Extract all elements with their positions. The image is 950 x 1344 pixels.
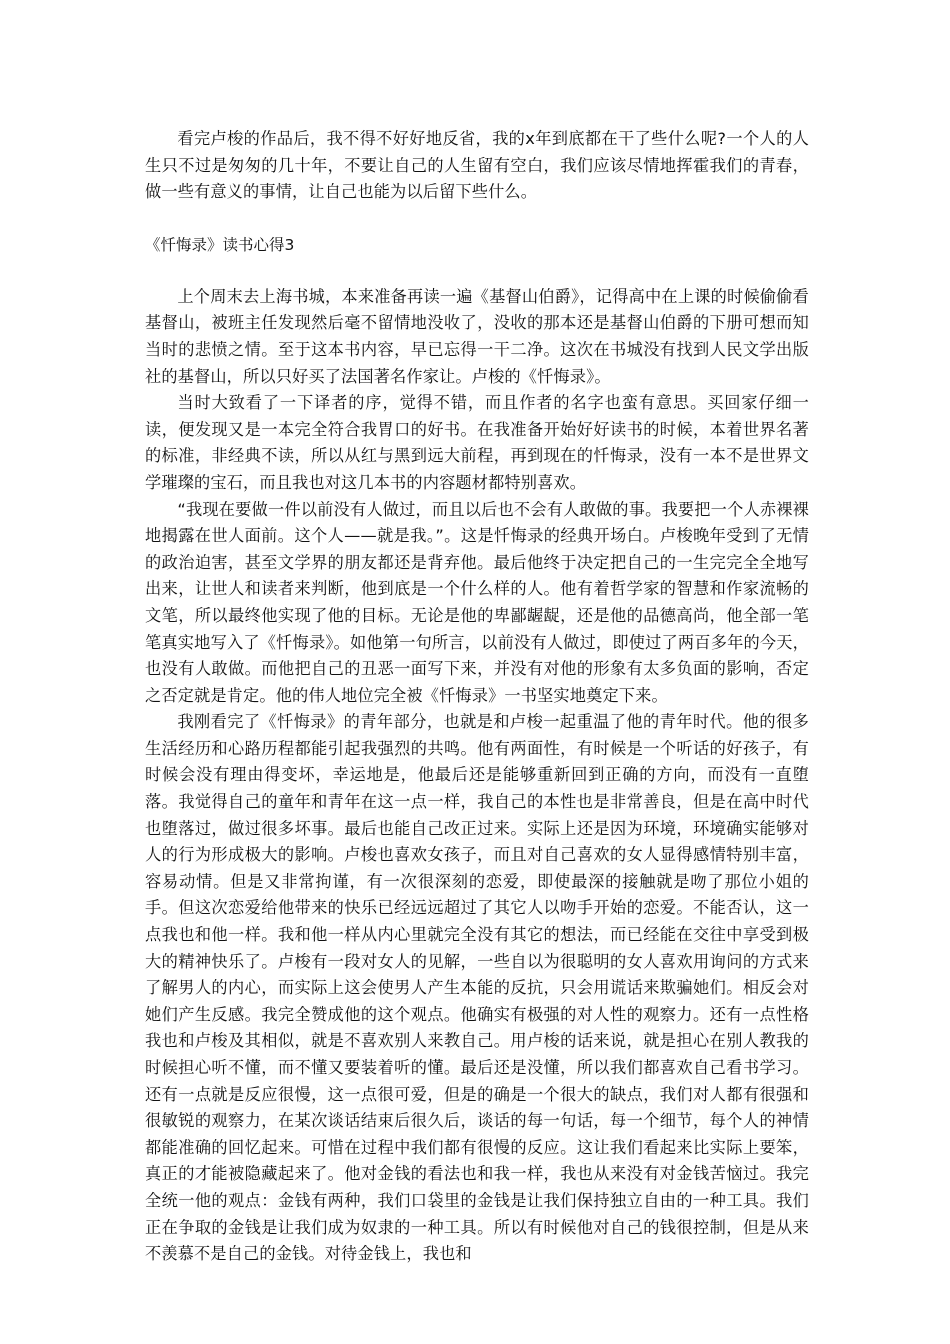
document-page	[145, 126, 809, 1268]
section-title: 《忏悔录》读书心得3	[145, 235, 295, 254]
section-spacer	[145, 258, 809, 284]
body-paragraph: 当时大致看了一下译者的序，觉得不错，而且作者的名字也蛮有意思。买回家仔细一读，便发现又是一本完全符合我胃口的好书。在我准备开始好好读书的时候，本着世界名著的标准，非经典不读，所以从红与黑到远大前程，再到现在的忏悔录，没有一本不是世界文学璀璨的宝石，而且我也对这几本书的内容题材都特别喜欢。	[145, 393, 809, 492]
body-paragraph: 上个周末去上海书城，本来准备再读一遍《基督山伯爵》，记得高中在上课的时候偷偷看基督山，被班主任发现然后毫不留情地没收了，没收的那本还是基督山伯爵的下册可想而知当时的悲愤之情。至于这本书内容，早已忘得一干二净。这次在书城没有找到人民文学出版社的基督山，所以只好买了法国著名作家让。卢梭的《忏悔录》。	[145, 286, 809, 386]
body-paragraph: “我现在要做一件以前没有人做过，而且以后也不会有人敢做的事。我要把一个人赤裸裸地揭露在世人面前。这个人——就是我。”。这是忏悔录的经典开场白。卢梭晚年受到了无情的政治迫害，甚至文学界的朋友都还是背弃他。最后他终于决定把自己的一生完完全全地写出来，让世人和读者来判断，他到底是一个什么样的人。他有着哲学家的智慧和作家流畅的文笔，所以最终他实现了他的目标。无论是他的卑鄙龌龊，还是他的品德高尚，他全部一笔笔真实地写入了《忏悔录》。如他第一句所言，以前没有人做过，即使过了两百多年的今天，也没有人敢做。而他把自己的丑恶一面写下来，并没有对他的形象有太多负面的影响，否定之否定就是肯定。他的伟人地位完全被《忏悔录》一书坚实地奠定下来。	[145, 499, 809, 705]
body-paragraph: 我刚看完了《忏悔录》的青年部分，也就是和卢梭一起重温了他的青年时代。他的很多生活经历和心路历程都能引起我强烈的共鸣。他有两面性，有时候是一个听话的好孩子，有时候会没有理由得变坏，幸运地是，他最后还是能够重新回到正确的方向，而没有一直堕落。我觉得自己的童年和青年在这一点一样，我自己的本性也是非常善良，但是在高中时代也堕落过，做过很多坏事。最后也能自己改正过来。实际上还是因为环境，环境确实能够对人的行为形成极大的影响。卢梭也喜欢女孩子，而且对自己喜欢的女人显得感情特别丰富，容易动情。但是又非常拘谨，有一次很深刻的恋爱，即使最深的接触就是吻了那位小姐的手。但这次恋爱给他带来的快乐已经远远超过了其它人以吻手开始的恋爱。不能否认，这一点我也和他一样。我和他一样从内心里就完全没有其它的想法，而已经能在交往中享受到极大的精神快乐了。卢梭有一段对女人的见解，一些自以为很聪明的女人喜欢用询问的方式来了解男人的内心，而实际上这会使男人产生本能的反抗，只会用谎话来欺骗她们。相反会对她们产生反感。我完全赞成他的这个观点。他确实有极强的对人性的观察力。还有一点性格我也和卢梭及其相似，就是不喜欢别人来教自己。用卢梭的话来说，就是担心在别人教我的时候担心听不懂，而不懂又要装着听的懂。最后还是没懂，所以我们都喜欢自己看书学习。还有一点就是反应很慢，这一点很可爱，但是的确是一个很大的缺点，我们对人都有很强和很敏锐的观察力，在某次谈话结束后很久后，谈话的每一句话，每一个细节，每个人的神情都能准确的回忆起来。可惜在过程中我们都有很慢的反应。这让我们看起来比实际上要笨，真正的才能被隐藏起来了。他对金钱的看法也和我一样，我也从来没有对金钱苦恼过。我完全统一他的观点：金钱有两种，我们口袋里的金钱是让我们保持独立自由的一种工具。我们正在争取的金钱是让我们成为奴隶的一种工具。所以有时候他对自己的钱很控制，但是从来不羡慕不是自己的金钱。对待金钱上，我也和	[145, 712, 809, 1264]
intro-paragraph: 看完卢梭的作品后，我不得不好好地反省，我的x年到底都在干了些什么呢?一个人的人生只不过是匆匆的几十年，不要让自己的人生留有空白，我们应该尽情地挥霍我们的青春，做一些有意义的事情，让自己也能为以后留下些什么。	[145, 129, 809, 202]
section-spacer	[145, 206, 809, 232]
